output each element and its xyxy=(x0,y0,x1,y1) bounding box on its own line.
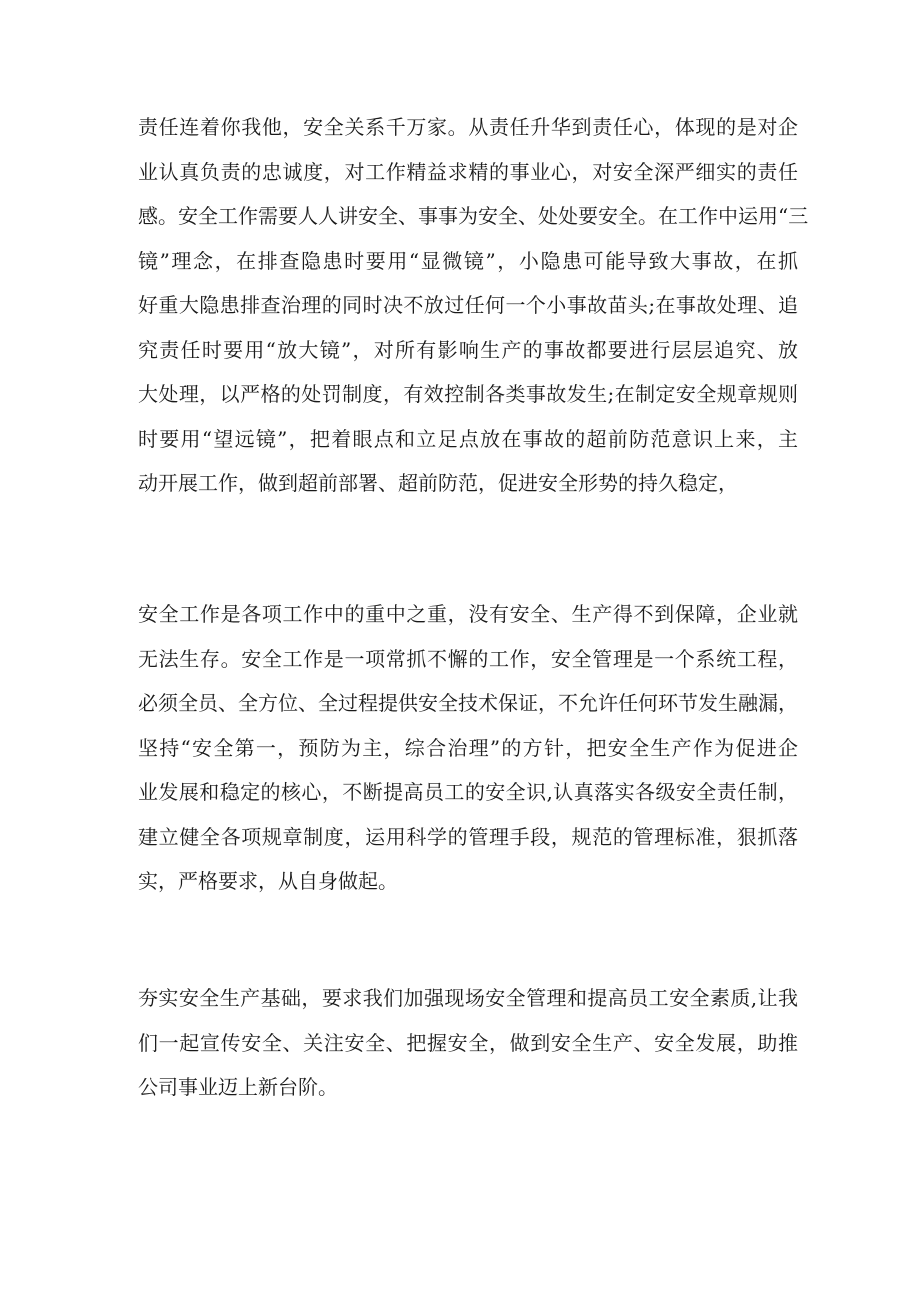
text-line: 业认真负责的忠诚度，对工作精益求精的事业心，对安全深严细实的责任 xyxy=(138,159,798,184)
text-line: 业发展和稳定的核心，不断提高员工的安全识,认真落实各级安全责任制， xyxy=(138,780,798,804)
text-line: 无法生存。安全工作是一项常抓不懈的工作，安全管理是一个系统工程， xyxy=(138,646,798,671)
text-line: 感。安全工作需要人人讲安全、事事为安全、处处要安全。在工作中运用“三 xyxy=(138,204,809,228)
text-line: 们一起宣传安全、关注安全、把握安全，做到安全生产、安全发展，助推 xyxy=(138,1030,798,1055)
text-line: 时要用“望远镜”，把着眼点和立足点放在事故的超前防范意识上来，主 xyxy=(138,426,798,451)
text-line: 大处理，以严格的处罚制度，有效控制各类事故发生;在制定安全规章规则 xyxy=(138,382,798,406)
text-line: 安全工作是各项工作中的重中之重，没有安全、生产得不到保障，企业就 xyxy=(138,602,798,626)
text-line: 坚持“安全第一，预防为主，综合治理”的方针，把安全生产作为促进企 xyxy=(138,735,798,760)
text-line: 动开展工作，做到超前部署、超前防范，促进安全形势的持久稳定， xyxy=(138,471,738,495)
text-line: 好重大隐患排查治理的同时决不放过任何一个小事故苗头;在事故处理、追 xyxy=(138,293,798,317)
paragraph-responsibility xyxy=(138,105,809,506)
text-line: 镜”理念，在排查隐患时要用“显微镜”，小隐患可能导致大事故，在抓 xyxy=(138,248,798,273)
text-line: 夯实安全生产基础，要求我们加强现场安全管理和提高员工安全素质,让我 xyxy=(138,986,798,1010)
text-line: 必须全员、全方位、全过程提供安全技术保证，不允许任何环节发生融漏， xyxy=(138,691,798,715)
text-line: 公司事业迈上新台阶。 xyxy=(138,1075,338,1099)
text-line: 究责任时要用“放大镜”，对所有影响生产的事故都要进行层层追究、放 xyxy=(138,337,798,362)
text-line: 建立健全各项规章制度，运用科学的管理手段，规范的管理标准，狠抓落 xyxy=(138,824,798,849)
text-line: 实，严格要求，从自身做起。 xyxy=(138,869,398,893)
paragraph-foundation xyxy=(138,976,798,1110)
paragraph-safety-priority xyxy=(138,592,798,904)
text-line: 责任连着你我他，安全关系千万家。从责任升华到责任心，体现的是对企 xyxy=(138,115,798,139)
